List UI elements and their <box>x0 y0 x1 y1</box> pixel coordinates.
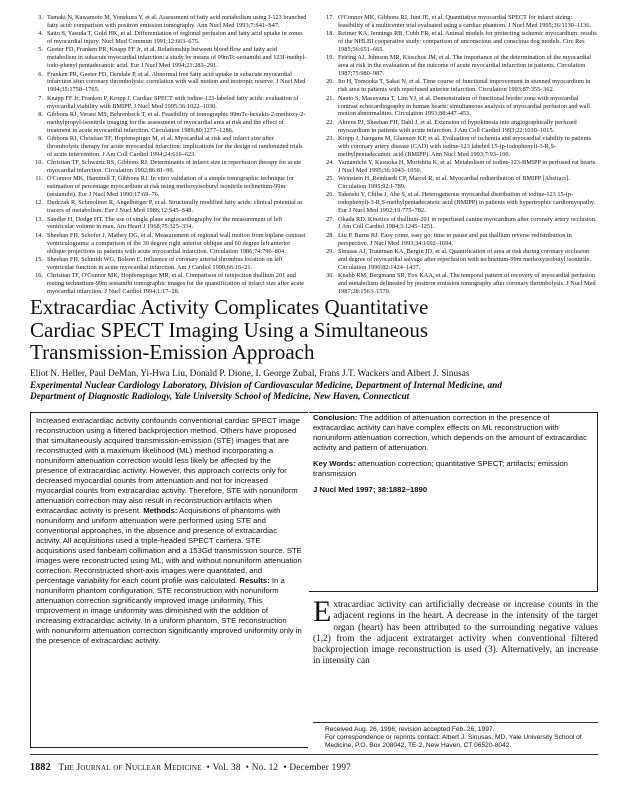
issue: No. 12 <box>251 763 279 773</box>
reference-number: 6. <box>38 70 43 78</box>
reference-number: 23. <box>326 134 334 142</box>
reference-item <box>321 78 598 94</box>
page-number: 1882 <box>30 762 51 773</box>
reference-item <box>321 216 598 232</box>
abstract-right <box>309 412 598 592</box>
reference-number: 9. <box>38 134 43 142</box>
reference-item <box>30 159 307 175</box>
reference-column-left <box>30 14 307 296</box>
reference-item <box>321 95 598 119</box>
reference-text: Knapp FF Jr, Franken P, Kropp J. Cardiac SPECT with iodine-123-labeled fatty acids: evaluation of myocardial viability with BMIPP. J Nucl Med 1995;36:1022–1030. <box>47 94 299 110</box>
reference-item <box>30 256 307 272</box>
reference-item <box>321 159 598 175</box>
reference-number: 27. <box>326 215 334 223</box>
abstract-conclusion-label: Conclusion: <box>313 413 358 422</box>
reference-text: Ahrens PJ, Sheehan FH, Dahl J, et al. Extension of hypokinesia into angiographically perfused myocardium in patients with acute infarction. J Am Coll Cardiol 1993;22:1010–1015. <box>338 118 577 134</box>
reference-number: 22. <box>326 118 334 126</box>
reference-text: Gibbons RJ, Christian TF, Hopfenspirger M, et al. Myocardial at risk and infarct size after thrombolytic therapy for acute myocardial infarction: implications for the design of randomized trials of acute intervention. J Am Coll Cardiol 1994;24:616–623. <box>47 134 303 158</box>
reference-text: Nanto S, Masuyama T, Lim YJ, et al. Demonstration of functional border zone with myocardial contrast echocardiography in human hearts: simultaneous analysis of myocardial perfusion and wall motion abnormalities. Circulation 1993;88:447–453. <box>338 94 590 118</box>
reference-item <box>321 119 598 135</box>
reference-number: 13. <box>35 215 43 223</box>
title-line: Extracardiac Activity Complicates Quantitative <box>30 295 429 319</box>
reference-number: 5. <box>38 46 43 54</box>
reference-item <box>30 199 307 215</box>
reference-number: 4. <box>38 30 43 38</box>
abstract-methods: Acquisitions of phantoms with nonuniform and uniform attenuation were performed using STE and conventional approaches, in the absence and presence of extracardiac activity. All acquisitions used a triple-headed SPECT camera. STE acquisitions used fanbeam collimation and a 153Gd transmission source. STE images were reconstructed using ML, with and without nonuniform attenuation correction. Reconstructed short-axis images were quantitated, and percentage variability for each count profile was calculated. <box>36 506 302 585</box>
reference-text: Yamamichi Y, Kusuoka H, Morishita K, et al. Metabolism of iodine-123-BMIPP in perfused rat hearts. J Nucl Med 1995;36:1043–1050. <box>338 159 597 174</box>
reference-text: Sandler H, Dodge HT. The use of single plane angiocardiography for the measurement of left ventricular volume in man. Am Heart J 1968;75:325–334. <box>47 215 283 231</box>
reference-number: 3. <box>38 14 43 21</box>
journal-name: The Journal of Nuclear Medicine <box>58 763 202 773</box>
reference-number: 29. <box>326 247 334 255</box>
reference-text: Ito H, Tomooka T, Sakai N, et al. Time course of functional improvement in stunned myocardium in risk area in patients with reperfused anterior infarction. Circulation 1993;87:355–362. <box>338 78 591 94</box>
reference-item <box>30 111 307 135</box>
article-title <box>30 296 598 364</box>
reference-item <box>321 232 598 248</box>
reference-item <box>321 191 598 215</box>
reference-text: Dudczak R, Schmoliner R, Angelberger P, et al. Structurally modified fatty acids: clinical potential as tracers of metabolism. Eur J Nucl Med 1986;12:S45–S48. <box>47 199 303 215</box>
reference-text: Sinusas AJ, Trautman KA, Bergin JD, et al. Quantification of area at risk during coronary occlusion and degree of myocardial salvage after reperfusion with technetium-99m methoxyisobutyl isonitrile. Circulation 1990;82:1424–1437. <box>338 247 592 271</box>
affiliation <box>30 381 598 403</box>
reference-number: 8. <box>38 110 43 118</box>
footnote-correspondence: For correspondence or reprints contact: Albert J. Sinusas, MD, Yale University School of Medicine, P.O. Box 208042, TE-2, New Haven, CT 06520-8042. <box>325 734 582 750</box>
reference-item <box>30 30 307 46</box>
reference-item <box>30 272 307 296</box>
reference-text: Saito S, Yasuda T, Gold HK, et al. Differentiation of regional perfusion and fatty acid uptake in zones of myocardial injury. Nucl Med Commun 1991;12:663–675. <box>47 30 303 46</box>
reference-number: 17. <box>326 14 334 21</box>
keywords <box>313 459 591 479</box>
reference-number: 7. <box>38 94 43 102</box>
reference-item <box>30 71 307 95</box>
affiliation-line: Department of Diagnostic Radiology, Yale University School of Medicine, New Haven, Connecticut <box>30 392 410 402</box>
reference-text: Sheehan FH, Schofer J, Mathey DG, et al. Measurement of regional wall motion from biplane contrast ventriculograms: a comparison of the 30 degree right anterior oblique and 60 degree left anterior oblique projections in patients with acute myocardial infarction. Circulation 1986;74:796–804. <box>47 231 306 255</box>
reference-number: 14. <box>35 231 43 239</box>
reference-number: 28. <box>326 231 334 239</box>
footnote <box>313 722 598 751</box>
abstract-methods-label: Methods: <box>143 506 178 515</box>
reference-item <box>321 248 598 272</box>
reference-text: Sheehan FH, Schmidt WG, Bolson E. Influence of coronary arterial thrombus location on left ventricular function in acute myocardial infarction. Am J Cardiol 1990;66:16–21. <box>47 255 283 271</box>
reference-number: 15. <box>35 255 43 263</box>
abstract-conclusion: The addition of attenuation correction in the presence of extracardiac activity can have complex effects on ML reconstruction with nonuniform attenuation correction, which depends on the amount of extracardiac activity and pattern of attenuation. <box>313 413 587 452</box>
reference-number: 30. <box>326 272 334 280</box>
reference-text: Takeishi Y, Chiba J, Abe S, et al. Heterogeneous myocardial distribution of iodine-123 15-(p-iodophenyl)-3-R,S-methylpentadecanoic acid (BMIPP) in patients with hypertrophic cardiomyopathy. Eur J Nucl Med 1992;19:775–782. <box>338 191 596 215</box>
body-paragraph <box>313 595 598 668</box>
keywords-text: attenuation correction; quantitative SPECT; artifacts; emission transmission <box>313 459 568 478</box>
reference-text: Geeter FD, Franken PR, Knapp FF Jr, et al. Relationship between blood flow and fatty acid metabolism in subacute myocardial infarction: a study by means of 99mTc-sestamibi and 123I-methyl-iodo-phenyl pentadecanoic acid. Eur J Nucl Med 1994;21:283–291. <box>47 46 307 70</box>
reference-list <box>30 14 598 295</box>
reference-text: O'Connor MK, Gibbons RJ, Juni JE, et al. Quantitative myocardial SPECT for infarct sizing: feasibility of a multicenter trial evaluated using a cardiac phantom. J Nucl Med 1995;36:1130–1136. <box>338 14 591 29</box>
abstract-conclusion-paragraph <box>313 413 591 453</box>
keywords-label: Key Words: <box>313 459 356 468</box>
reference-text: Feiring AJ, Johnson MR, Kioschos JM, et al. The importance of the determination of the myocardial area at risk in the evaluation of the outcome of acute myocardial infarction in patients. Circulation 1987;75:980–987. <box>338 54 591 78</box>
reference-item <box>321 30 598 54</box>
reference-item <box>30 14 307 30</box>
page-footer: 1882 The Journal of Nuclear Medicine • Vol. 38 • No. 12 • December 1997 <box>30 762 352 773</box>
reference-text: Knabb RM, Bergmann SR, Fox KAA, et al. The temporal pattern of recovery of myocardial perfusion and metabolism delineated by positron emission tomography after coronary thrombolysis. J Nucl Med 1987;28:1563–1570. <box>338 272 596 295</box>
footnote-received: Received Aug. 26, 1996; revision accepted Feb. 26, 1997. <box>325 726 495 733</box>
reference-number: 19. <box>326 54 334 62</box>
abstract-results-label: Results: <box>239 576 270 585</box>
reference-number: 11. <box>35 175 43 183</box>
reference-column-right <box>321 14 598 296</box>
reference-item <box>321 175 598 191</box>
abstract-left <box>30 412 308 748</box>
issue-date: December 1997 <box>289 763 352 773</box>
reference-number: 26. <box>326 191 334 199</box>
reference-text: Weinstein H, Reinhardt CP, Marcel R, et al. Myocardial redistribution of BMIPP [Abstract]. Circulation 1995;92:I-789. <box>338 175 570 191</box>
reference-text: Okada RD. Kinetics of thallium-201 in reperfused canine myocardium after coronary artery occlusion. J Am Coll Cardiol 1984;3:1245–1251. <box>338 215 597 231</box>
reference-item <box>321 272 598 296</box>
reference-item <box>30 95 307 111</box>
abstract-intro: Increased extracardiac activity confounds conventional cardiac SPECT image reconstruction using a filtered backprojection method. Others have proposed that simultaneously acquired transmission-emission (STE) images that are reconstructed with a maximum likelihood (ML) method incorporating a nonuniform attenuation correction would less likely be affected by the presence of extracardiac activity. However, this approach corrects only for decreased myocardial counts from attenuation and not for increased myocardial counts from extracardiac activity. Therefore, STE with nonuniform attenuation correction may also result in reconstruction artifacts when extracardiac activity is present. <box>36 416 300 515</box>
title-line: Cardiac SPECT Imaging Using a Simultaneous <box>30 317 428 342</box>
author-list: Eliot N. Heller, Paul DeMan, Yi-Hwa Liu, Donald P. Dione, I. George Zubal, Frans J.T. Wackers and Albert J. Sinusas <box>30 369 470 379</box>
reference-item <box>30 216 307 232</box>
reference-number: 12. <box>35 199 43 207</box>
reference-number: 20. <box>326 78 334 86</box>
reference-item <box>321 135 598 159</box>
reference-text: Reimer KA, Jennings RB, Cobb FR, et al. Animal models for protecting ischemic myocardium: results of the NHLBI cooperative study: comparison of unconscious and conscious dog models. Circ Res 1985;56:651–665. <box>338 30 597 54</box>
reference-text: Gibbons RJ, Verani MS, Behrenbeck T, et al. Feasibility of tomographic 99mTc-hexakis-2-methoxy-2-methylpropyl-isonitrile imaging for the assessment of myocardial area at risk and the effect of treatment in acute myocardial infarction. Circulation 1989;80:1277–1286. <box>47 110 306 134</box>
reference-number: 10. <box>35 159 43 167</box>
reference-number: 24. <box>326 159 334 167</box>
journal-citation: J Nucl Med 1997; 38:1882–1890 <box>313 485 428 494</box>
reference-item <box>30 232 307 256</box>
reference-number: 16. <box>35 272 43 280</box>
title-line: Transmission-Emission Approach <box>30 340 315 364</box>
reference-text: Liu P, Burns RJ. Easy come, easy go: time to pause and put thallium reverse redistribution in perspective. J Nucl Med 1993;34:1692–1694. <box>338 231 572 247</box>
reference-text: O'Connor MK, Hammell T, Gibbons RJ. In vitro validation of a simple tomographic technique for estimation of percentage myocardium at risk using methoxyisobutyl isonitrile technetium-99m (sestamibi). Eur J Nucl Med 1990;17:69–76. <box>47 175 294 199</box>
reference-text: Franken PR, Geeter FD, Dendale P, et al. Abnormal free fatty acid uptake in subacute myocardial infarction after coronary thrombolysis: correlation with wall motion and inotropic reserve. J Nucl Med 1994;35:1758–1765. <box>47 70 306 94</box>
reference-number: 21. <box>326 94 334 102</box>
reference-text: Kropp J, Juergans M, Glaenzer KP, et al. Evaluation of ischemia and myocardial viability in patients with coronary artery disease (CAD) with iodine-123 labeled 15-(p-iodophenyl)-3-R,S-methylpentadecanoic acid (BMIPP). Ann Nucl Med 1993;7:93–100. <box>338 134 591 158</box>
reference-text: Tamaki N, Kawamoto M, Yonekura Y, et al. Assessment of fatty acid metabolism using I-123 branched fatty acid: comparison with positron emission tomography. Ann Nucl Med 1993;7:S41–S47. <box>47 14 307 29</box>
drop-cap: E <box>313 595 332 628</box>
reference-text: Christian TF, O'Connor MK, Hopfenspirger MR, et al. Comparison of reinjection thallium 201 and resting technetium-99m sestamibi tomographic images for the quantification of infarct size after acute myocardial infarction. J Nucl Cardiol 1994;1:17–28. <box>47 272 305 295</box>
footer-rule <box>30 754 598 755</box>
body-text: xtracardiac activity can artificially decrease or increase counts in the adjacent regions in the heart. A decrease in the intensity of the target organ (heart) has been attributed to the surrounding negative values (1,2) from the adjacent extratarget activity when conventional filtered backprojection image reconstruction is used (3). Alternatively, an increase in intensity can <box>313 600 598 667</box>
abstract-results: In a nonuniform phantom configuration, STE reconstruction with nonuniform attenuation correction significantly improved image uniformity. This improvement in image uniformity was diminished with the addition of increasing extracardiac activity. In a uniform phantom, STE reconstruction with nonuniform attenuation correction significantly improved uniformity only in the presence of extracardiac activity. <box>36 576 302 645</box>
reference-item <box>30 135 307 159</box>
reference-item <box>30 175 307 199</box>
reference-number: 25. <box>326 175 334 183</box>
reference-number: 18. <box>326 30 334 38</box>
reference-item <box>321 54 598 78</box>
affiliation-line: Experimental Nuclear Cardiology Laboratory, Division of Cardiovascular Medicine, Department of Internal Medicine, and <box>30 381 502 391</box>
reference-text: Christian TF, Schwartz RS, Gibbons RJ. Determinants of infarct size in reperfusion therapy for acute myocardial infarction. Circulation 1992;86:81–90. <box>47 159 302 174</box>
volume: Vol. 38 <box>212 763 241 773</box>
reference-item <box>321 14 598 30</box>
reference-item <box>30 46 307 70</box>
